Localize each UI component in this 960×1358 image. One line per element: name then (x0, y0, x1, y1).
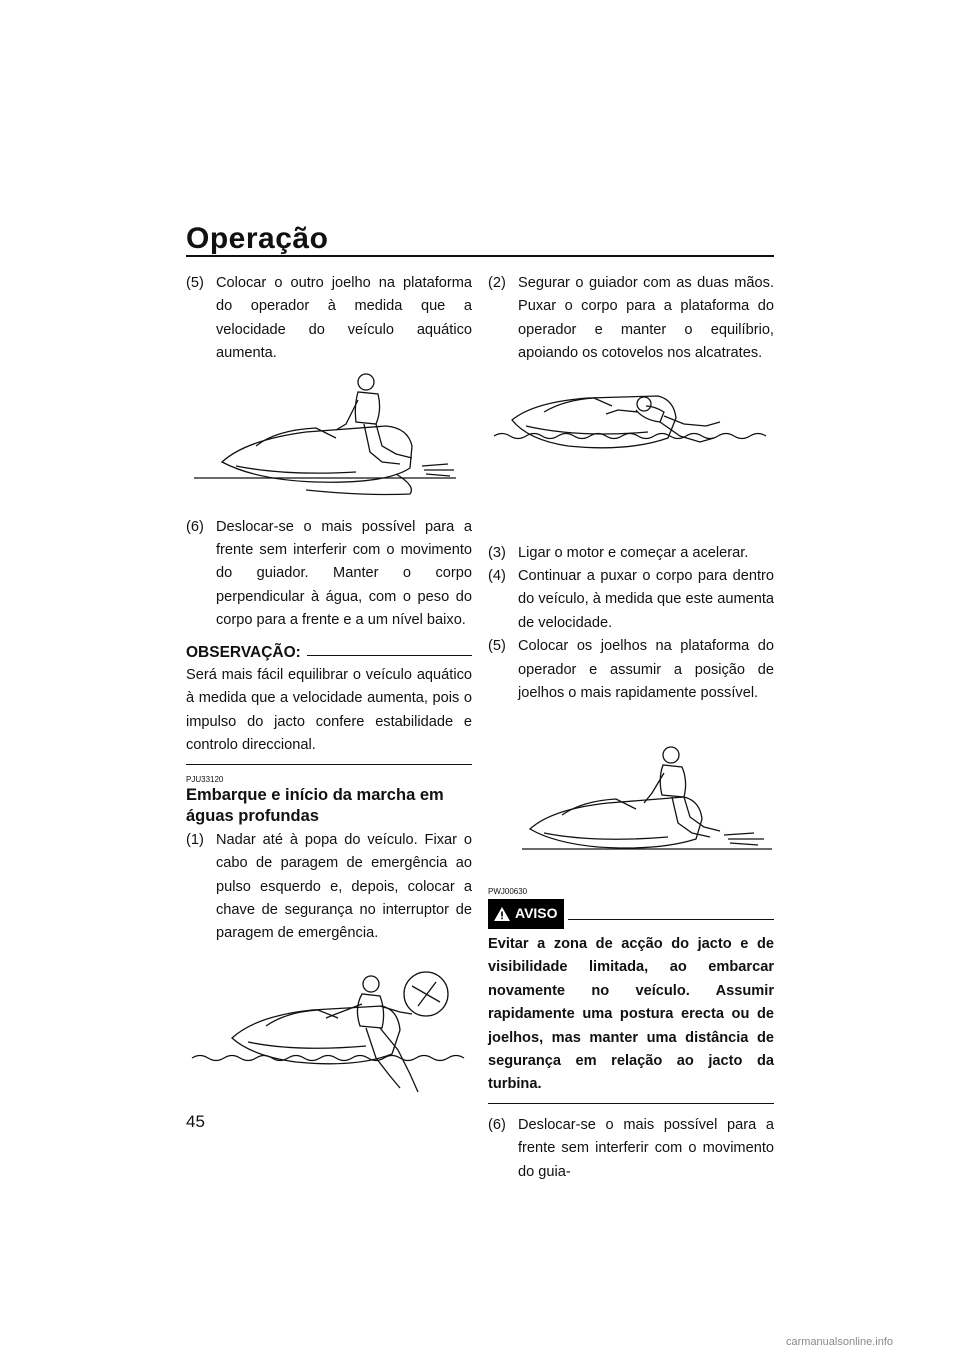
step-2 (488, 272, 774, 366)
section-heading: Embarque e início da marcha em águas profundas (186, 785, 444, 825)
kneeling-on-deck-illustration (488, 705, 774, 879)
step-text: Nadar até à popa do veículo. Fixar o cabo de paragem de emergência ao pulso esquerdo e, depois, colocar a chave de segurança no interruptor de paragem de emergência. (216, 831, 472, 942)
step-number: (1) (186, 831, 204, 848)
warning-header (488, 899, 774, 928)
step-text: Deslocar-se o mais possível para a frente sem interferir com o movimento do guia- (518, 1116, 774, 1180)
step-4 (488, 565, 774, 635)
step-5 (488, 635, 774, 705)
title-rule (186, 255, 774, 257)
step-6 (186, 516, 472, 633)
step-number: (6) (186, 518, 204, 535)
section-code: PJU33120 (186, 774, 224, 784)
note-bottom-rule (186, 764, 472, 765)
step-number: (5) (186, 275, 204, 291)
warning-header-rule (568, 919, 774, 920)
swimmer-boarding-illustration (186, 946, 472, 1132)
step-number: (4) (488, 568, 506, 585)
warning-code: PWJ00630 (488, 887, 528, 897)
pulling-onto-deck-illustration (488, 366, 774, 542)
step-text: Deslocar-se o mais possível para a frente sem interferir com o movimento do guiador. Manter o corpo perpendicular à água, com o peso do corpo para a frente e a um nível baixo. (216, 518, 472, 629)
step-3 (488, 542, 774, 565)
note-header (186, 641, 472, 664)
note-text: Será mais fácil equilibrar o veículo aquático à medida que a velocidade aumenta, pois o impulso do jacto confere estabilidade e controlo direccional. (186, 667, 472, 754)
warning-label: AVISO (515, 905, 558, 922)
step-number: (3) (488, 544, 506, 561)
step-number: (2) (488, 275, 506, 291)
note-header-rule (307, 655, 472, 656)
step-text: Colocar o outro joelho na plataforma do operador à medida que a velocidade do veículo aquático aumenta. (216, 275, 472, 362)
step-text: Segurar o guiador com as duas mãos. Puxar o corpo para a plataforma do operador e manter o equilíbrio, apoiando os cotovelos nos alcatrates. (518, 275, 774, 362)
kneeling-rider-illustration (186, 366, 472, 516)
left-column (186, 272, 472, 1132)
step-number: (5) (488, 638, 506, 655)
warning-badge (488, 899, 564, 928)
watermark: carmanualsonline.info (786, 1336, 894, 1348)
note-label: OBSERVAÇÃO: (186, 643, 301, 661)
step-6 (488, 1114, 774, 1184)
right-column (488, 272, 774, 1184)
step-1 (186, 829, 472, 946)
page-title: Operação (186, 222, 329, 255)
page-number: 45 (186, 1112, 205, 1131)
step-text: Colocar os joelhos na plataforma do operador e assumir a posição de joelhos o mais rapidamente possível. (518, 638, 774, 702)
warning-text: Evitar a zona de acção do jacto e de visibilidade limitada, ao embarcar novamente no veículo. Assumir rapidamente uma postura erecta ou de joelhos, mas manter uma distância de segurança em relação ao jacto da turbina. (488, 935, 774, 1093)
step-text: Ligar o motor e começar a acelerar. (518, 544, 749, 561)
warning-bottom-rule (488, 1103, 774, 1104)
step-number: (6) (488, 1116, 506, 1133)
warning-triangle-icon (494, 907, 510, 921)
step-text: Continuar a puxar o corpo para dentro do veículo, à medida que este aumenta de velocidade. (518, 568, 774, 631)
step-5 (186, 272, 472, 366)
